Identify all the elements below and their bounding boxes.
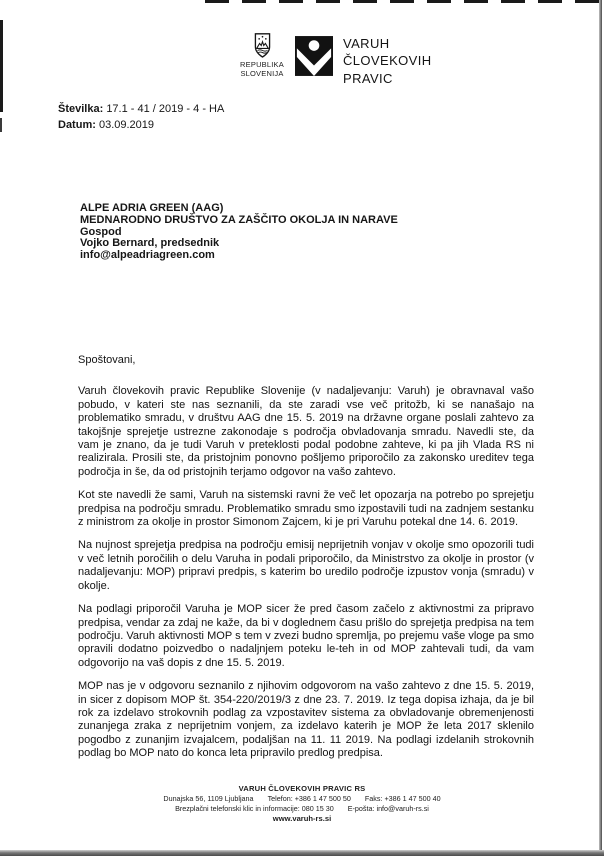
republic-label: REPUBLIKA SLOVENIJA	[240, 60, 284, 78]
org-name: VARUH ČLOVEKOVIH PRAVIC	[343, 36, 432, 86]
paragraph-4: Na podlagi priporočil Varuha je MOP sicer že pred časom začelo z aktivnostmi za pripravo predpisa, vendar za zdaj ne kaže, da bi v doglednem času prišlo do sprejetja predpisa na tem področju. Varuh aktivnosti MOP s tem v zvezi budno spremlja, po prejemu vaše vloge pa smo opravili dodatno poizvedbo o nadaljnjem poteku le-teh in od MOP zahtevali tudi, da vam odgovorijo na vaš dopis z dne 15. 5. 2019.	[78, 603, 534, 669]
scan-artifact-top-edge	[205, 0, 604, 3]
paragraph-1: Varuh človekovih pravic Republike Slovenije (v nadaljevanju: Varuh) je obravnaval vašo pobudo, v kateri ste nas seznanili, da ste zaradi vse več pritožb, ki se nanašajo na problematiko smradu, v društvu AAG dne 15. 5. 2019 na državne organe poslali zahtevo za takojšnje sprejetje ustrezne zakonodaje s področja obvladovanja smradu. Navedli ste, da vam je znano, da je tudi Varuh v preteklosti podal podobne zahteve, ki pa jih Vlada RS ni realizirala. Prosili ste, da pristojnim ponovno pošljemo priporočilo za zakonsko ureditev tega področja in še, da od pristojnih terjamo odgovor na vašo zahtevo.	[78, 385, 534, 478]
reference-number-value: 17.1 - 41 / 2019 - 4 - HA	[106, 103, 225, 115]
footer-phone: Telefon: +386 1 47 500 50	[267, 794, 351, 803]
letter-date	[58, 118, 224, 134]
paragraph-3: Na nujnost sprejetja predpisa na področju emisij neprijetnih vonjav v okolje smo opozorili tudi v več letnih poročilih o delu Varuha in podali priporočilo, da Ministrstvo za okolje in prostor (v nadaljevanju: MOP) pripravi predpis, s katerim bo uredilo področje izpustov vonja (smradu) v okolje.	[78, 539, 534, 592]
footer-fax: Faks: +386 1 47 500 40	[364, 794, 441, 803]
salutation: Spoštovani,	[78, 354, 136, 366]
meta-block	[58, 102, 224, 133]
scan-artifact-right-edge	[599, 0, 602, 856]
varuh-logo-icon	[295, 36, 333, 76]
footer-email: E-pošta: info@varuh-rs.si	[347, 804, 429, 813]
coat-of-arms-block	[238, 33, 286, 78]
recipient-org-full: MEDNARODNO DRUŠTVO ZA ZAŠČITO OKOLJA IN NARAVE	[80, 213, 398, 226]
recipient-org: ALPE ADRIA GREEN (AAG)	[80, 202, 224, 214]
footer-info-line	[72, 804, 532, 814]
recipient-person: Vojko Bernard, predsednik	[80, 237, 220, 250]
scan-artifact-bottom-edge	[0, 850, 604, 856]
letterhead	[238, 33, 432, 87]
footer-free-call: Brezplačni telefonski klic in informacije: 080 15 30	[175, 804, 334, 813]
letter-date-label: Datum:	[58, 118, 96, 131]
footer-org-name: VARUH ČLOVEKOVIH PRAVIC RS	[238, 784, 366, 793]
footer-contact-line	[72, 794, 532, 804]
scan-artifact-left-edge-2	[0, 118, 2, 132]
paragraph-2: Kot ste navedli že sami, Varuh na sistemski ravni že več let opozarja na potrebo po sprejetju predpisa na področju smradu. Problematiko smradu smo izpostavili tudi na zadnjem sestanku z ministrom za okolje in prostor Simonom Zajcem, ki je pri Varuhu potekal dne 14. 6. 2019.	[78, 489, 534, 529]
footer	[72, 784, 532, 824]
paragraph-5: MOP nas je v odgovoru seznanilo z njihovim odgovorom na vašo zahtevo z dne 15. 5. 2019, in sicer z dopisom MOP št. 354-220/2019/3 z dne 23. 7. 2019. Iz tega dopisa izhaja, da je bil rok za izdelavo strokovnih podlag za vzpostavitev sistema za obvladovanje obremenjenosti zunanjega zraka z neprijetnim vonjem, za izdelavo katerih je MOP že leta 2017 sklenilo pogodbo z zunanjim izvajalcem, podaljšan na 11. 11 2019. Na podlagi izdelanih strokovnih podlag bo MOP nato do konca leta pripravilo predlog predpisa.	[78, 680, 534, 760]
footer-website: www.varuh-rs.si	[272, 814, 332, 823]
letter-body	[78, 354, 534, 771]
recipient-title: Gospod	[80, 225, 122, 238]
recipient-email: info@alpeadriagreen.com	[80, 249, 215, 262]
letter-date-value: 03.09.2019	[98, 118, 155, 131]
reference-number-label: Številka:	[58, 103, 104, 115]
scan-artifact-left-edge	[0, 20, 3, 112]
slovenia-coat-of-arms-icon	[254, 33, 271, 58]
recipient-block	[80, 203, 398, 262]
footer-address: Dunajska 56, 1109 Ljubljana	[163, 794, 254, 803]
reference-number	[58, 102, 224, 118]
